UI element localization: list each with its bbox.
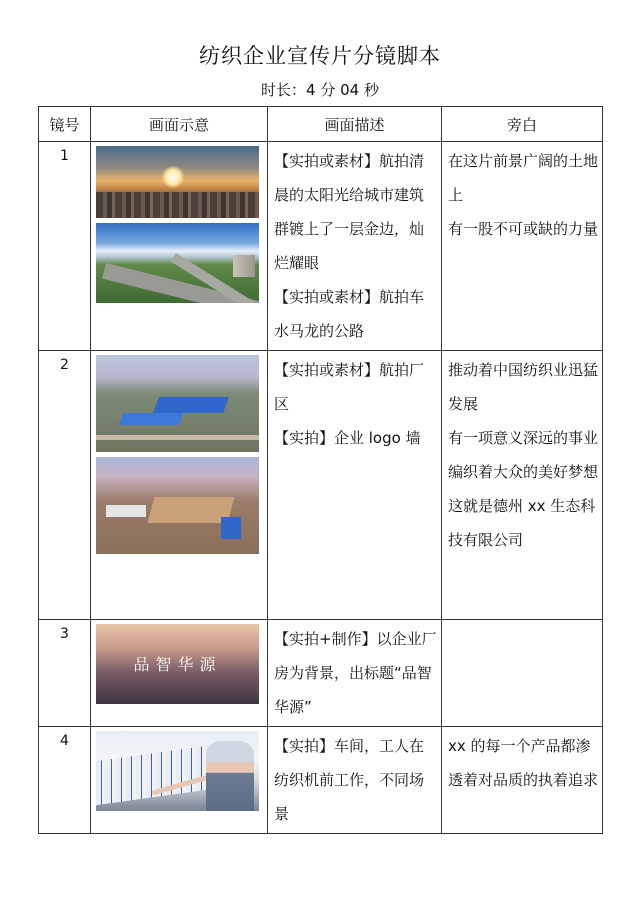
narration-cell xyxy=(442,351,603,620)
table-row xyxy=(39,351,603,620)
frame-description-cell xyxy=(268,351,442,620)
table-row xyxy=(39,620,603,727)
description-text: 【实拍或素材】航拍厂区 xyxy=(274,361,425,413)
factory-aerial-image xyxy=(96,355,259,452)
shot-number: 4 xyxy=(39,727,91,834)
header-frame-sketch: 画面示意 xyxy=(91,107,268,142)
description-text: 【实拍或素材】航拍车水马龙的公路 xyxy=(274,288,425,340)
description-text: 【实拍或素材】航拍清晨的太阳光给城市建筑群镀上了一层金边，灿烂耀眼 xyxy=(274,152,425,272)
frame-description-cell xyxy=(268,620,442,727)
header-frame-description: 画面描述 xyxy=(268,107,442,142)
narration-cell xyxy=(442,142,603,351)
header-narration: 旁白 xyxy=(442,107,603,142)
narration-text: 这就是德州 xx 生态科技有限公司 xyxy=(448,497,596,549)
shot-number: 1 xyxy=(39,142,91,351)
storyboard-table xyxy=(38,106,603,834)
narration-text: 在这片前景广阔的土地上 xyxy=(448,152,599,204)
narration-text: xx 的每一个产品都渗透着对品质的执着追求 xyxy=(448,737,599,789)
frame-description-cell xyxy=(268,142,442,351)
table-row xyxy=(39,727,603,834)
title-card-image xyxy=(96,624,259,704)
narration-text: 有一项意义深远的事业 xyxy=(448,429,599,447)
sunrise-city-image xyxy=(96,146,259,218)
description-text: 【实拍+制作】以企业厂房为背景，出标题“品智华源” xyxy=(274,630,437,716)
header-shot-number: 镜号 xyxy=(39,107,91,142)
narration-cell xyxy=(442,620,603,727)
frame-sketch-cell xyxy=(91,351,268,620)
table-header-row xyxy=(39,107,603,142)
title-card-caption: 品智华源 xyxy=(133,655,222,674)
textile-workshop-image xyxy=(96,731,259,811)
duration-label: 时长：4 分 04 秒 xyxy=(261,81,379,99)
narration-text: 编织着大众的美好梦想 xyxy=(448,463,599,481)
shot-number: 3 xyxy=(39,620,91,727)
description-text: 【实拍】企业 logo 墙 xyxy=(274,429,421,447)
factory-aerial-image-2 xyxy=(96,457,259,554)
narration-text: 有一股不可或缺的力量 xyxy=(448,220,599,238)
frame-sketch-cell xyxy=(91,727,268,834)
narration-cell xyxy=(442,727,603,834)
frame-sketch-cell xyxy=(91,620,268,727)
shot-number: 2 xyxy=(39,351,91,620)
frame-sketch-cell xyxy=(91,142,268,351)
document-title: 纺织企业宣传片分镜脚本 xyxy=(199,44,441,68)
highway-image xyxy=(96,223,259,303)
narration-text: 推动着中国纺织业迅猛发展 xyxy=(448,361,599,413)
table-row xyxy=(39,142,603,351)
frame-description-cell xyxy=(268,727,442,834)
description-text: 【实拍】车间，工人在纺织机前工作，不同场景 xyxy=(274,737,425,823)
